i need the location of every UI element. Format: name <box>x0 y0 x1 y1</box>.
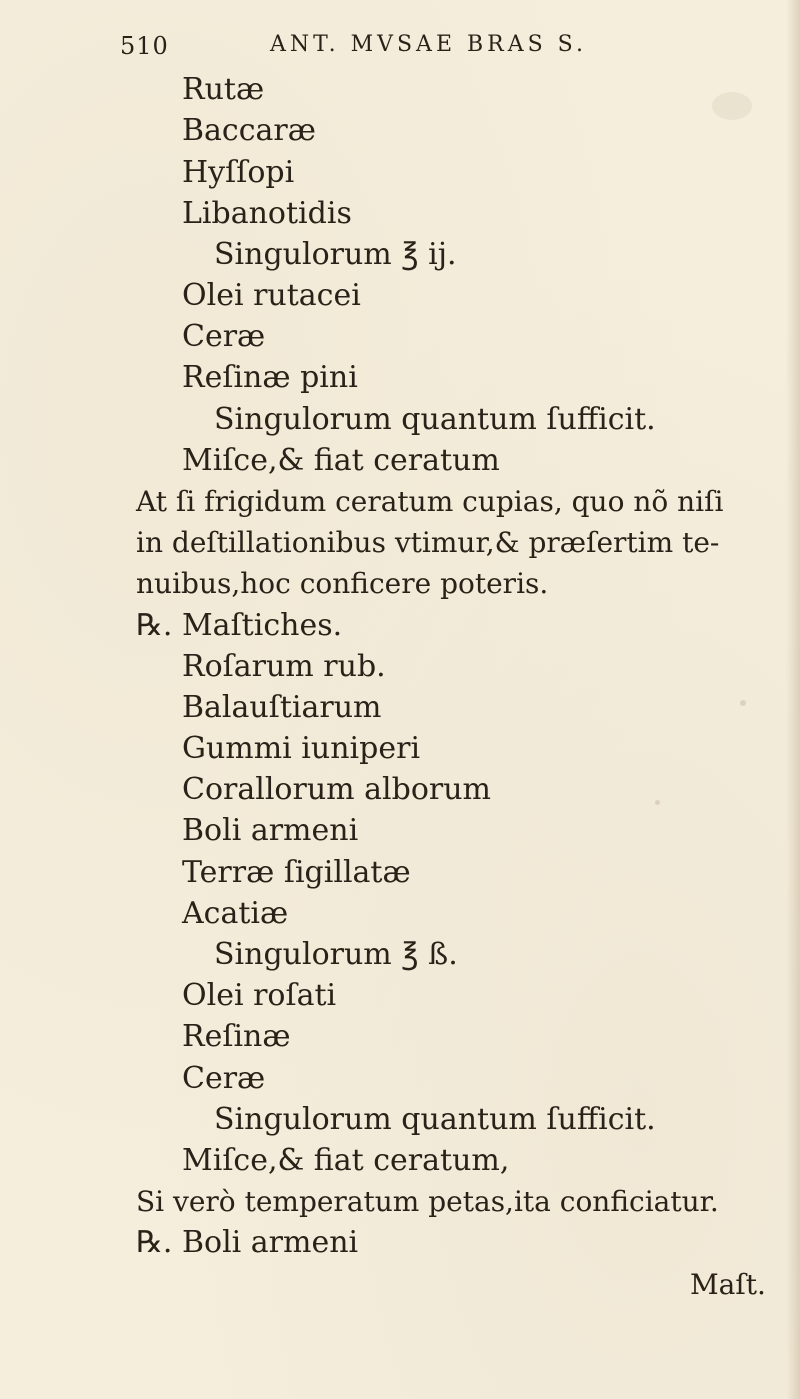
text-line: Acatiæ <box>182 896 289 931</box>
text-line: Ceræ <box>182 1061 266 1096</box>
ink-speck <box>655 800 660 805</box>
text-line: Ceræ <box>182 319 266 354</box>
page-header <box>120 32 720 62</box>
text-line: Libanotidis <box>182 196 352 231</box>
page-edge-shadow <box>786 0 800 1399</box>
text-line: Rutæ <box>182 72 265 107</box>
text-line: Boli armeni <box>182 813 359 848</box>
text-line: Singulorum quantum ſufficit. <box>214 1102 656 1137</box>
text-line: Reſinæ pini <box>182 360 358 395</box>
ink-smudge <box>712 92 752 120</box>
text-line: ℞. Maſtiches. <box>136 608 343 643</box>
text-line: Gummi iuniperi <box>182 731 421 766</box>
text-line: Roſarum rub. <box>182 649 386 684</box>
text-line: At ſi frigidum ceratum cupias, quo nõ niſi <box>136 485 724 518</box>
text-line: ℞. Boli armeni <box>136 1225 359 1260</box>
text-line: in deſtillationibus vtimur,& præſertim te- <box>136 526 720 559</box>
ink-speck <box>740 700 746 706</box>
text-line: nuibus,hoc conficere poteris. <box>136 567 549 600</box>
text-line: Si verò temperatum petas,ita conficiatur. <box>136 1185 719 1218</box>
text-line: Miſce,& fiat ceratum, <box>182 1143 510 1178</box>
text-line: Baccaræ <box>182 113 316 148</box>
text-line: Hyſſopi <box>182 155 295 190</box>
page-number: 510 <box>120 32 169 60</box>
text-line: Balauſtiarum <box>182 690 382 725</box>
text-line: Singulorum quantum ſufficit. <box>214 402 656 437</box>
text-line: Reſinæ <box>182 1019 291 1054</box>
catchword: Maſt. <box>690 1268 766 1301</box>
running-title: ANT. MVSAE BRAS S. <box>270 32 587 57</box>
text-line: Singulorum ℥ ij. <box>214 237 457 272</box>
text-line: Miſce,& fiat ceratum <box>182 443 500 478</box>
text-line: Singulorum ℥ ß. <box>214 937 458 972</box>
text-line: Olei rutacei <box>182 278 361 313</box>
text-line: Olei roſati <box>182 978 337 1013</box>
text-line: Terræ ſigillatæ <box>182 855 411 890</box>
text-line: Corallorum alborum <box>182 772 491 807</box>
